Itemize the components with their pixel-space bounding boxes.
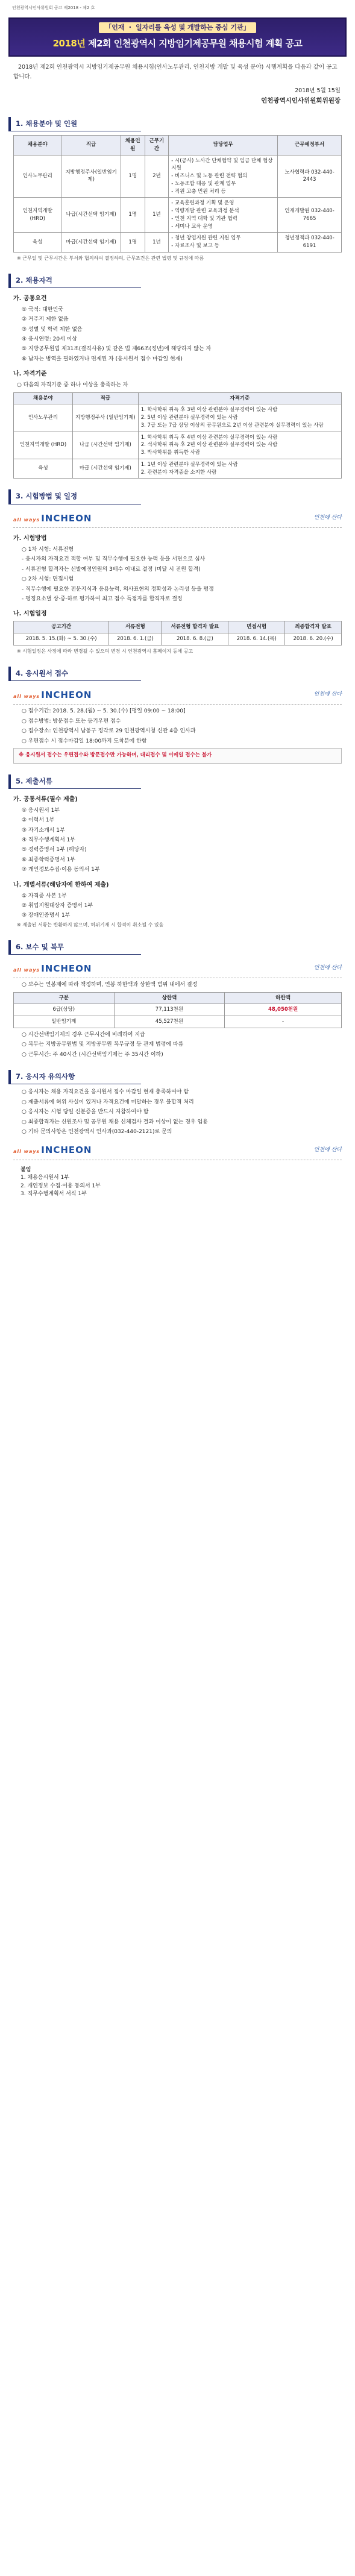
city-slogan: 인천에 산다 xyxy=(313,965,342,972)
cell-grade: 지방행정주사(일반임기제) xyxy=(61,155,121,198)
cell-period: 1년 xyxy=(145,233,169,253)
pay-item: ○ 복무는 지방공무원법 및 지방공무원 복무규정 등 관계 법령에 따름 xyxy=(22,1041,184,1048)
city-brand-bar xyxy=(13,1143,342,1160)
city-slogan: 인천에 산다 xyxy=(313,515,342,521)
application-item: ○ 접수장소: 인천광역시 남동구 정각로 29 인천광역시청 신관 4층 인사과 xyxy=(22,728,196,735)
cell-duties: - 청년 창업지원 관련 지원 업무 - 자료조사 및 보고 등 xyxy=(169,233,278,253)
cell-final-result: 2018. 6. 20.(수) xyxy=(285,633,342,646)
exam-method-title: 가. 시험방법 xyxy=(13,535,47,542)
cell-dept: 청년정책과 032-440-6191 xyxy=(278,233,342,253)
appendix-item: 3. 직무수행계획서 서식 1부 xyxy=(20,1191,87,1198)
table-row xyxy=(14,633,342,646)
city-brand-bar xyxy=(13,962,342,979)
exam-method-item: - 응시자의 자격요건 적합 여부 및 직무수행에 필요한 능력 등을 서면으로 심사 xyxy=(22,556,206,563)
table-row xyxy=(14,404,342,432)
cell-field: 육성 xyxy=(14,459,73,479)
cell-field: 육성 xyxy=(14,233,61,253)
cell-criteria: 1. 학사학위 취득 후 4년 이상 관련분야 실무경력이 있는 사람 2. 석사학위 취득 후 2년 이상 관련분야 실무경력이 있는 사람 3. 박사학위를 취득한 사람 xyxy=(138,432,341,459)
table-row xyxy=(14,1016,342,1028)
title-banner xyxy=(8,17,347,57)
application-item: ○ 우편접수 시 접수마감일 18:00까지 도착분에 한함 xyxy=(22,738,147,744)
cell-count: 1명 xyxy=(121,198,145,233)
caution-item: ○ 응시자는 채용 자격요건을 응시원서 접수 마감일 현재 충족하여야 함 xyxy=(22,1089,189,1096)
th-period: 공고기간 xyxy=(14,621,109,633)
cell-field: 인천지역개발(HRD) xyxy=(14,198,61,233)
th-field: 채용분야 xyxy=(14,392,73,404)
application-item: ○ 접수방법: 방문접수 또는 등기우편 접수 xyxy=(22,718,121,724)
document-item: ① 응시원서 1부 xyxy=(22,807,60,814)
th-min: 하한액 xyxy=(225,992,342,1004)
th-grade: 직급 xyxy=(61,136,121,156)
schedule-table xyxy=(13,621,342,646)
recruitment-table-header xyxy=(14,136,342,156)
section-7-title: 7. 응시자 유의사항 xyxy=(8,1070,141,1084)
cell-criteria: 1. 학사학위 취득 후 3년 이상 관련분야 실무경력이 있는 사람 2. 5년 이상 관련분야 실무경력이 있는 사람 3. 7급 또는 7급 상당 이상의 공무원으로 2년 이상 관련분야 실무경력이 있는 사람 xyxy=(138,404,341,432)
table-row xyxy=(14,459,342,479)
exam-method-item: - 직무수행에 필요한 전문지식과 응용능력, 의사표현의 정확성과 논리성 등을 평정 xyxy=(22,586,214,592)
document-item: ⑤ 경력증명서 1부 (해당자) xyxy=(22,847,87,853)
recruitment-table xyxy=(13,135,342,253)
cell-min: 48,050천원 xyxy=(225,1004,342,1016)
common-docs-title: 가. 공통서류(필수 제출) xyxy=(13,796,78,803)
section-3-title: 3. 시험방법 및 일정 xyxy=(8,489,141,504)
notice-page xyxy=(0,0,355,1199)
requirement-item: ④ 응시연령: 20세 이상 xyxy=(22,336,77,342)
banner-title-year: 2018년 xyxy=(52,38,86,49)
th-category: 구분 xyxy=(14,992,115,1004)
cell-doc-result: 2018. 6. 8.(금) xyxy=(162,633,228,646)
incheon-logo: all ways INCHEON xyxy=(13,689,92,700)
table-row xyxy=(14,155,342,198)
table-row xyxy=(14,198,342,233)
appendix-item: 1. 채용응시원서 1부 xyxy=(20,1175,69,1181)
cell-dept: 노사협력과 032-440-2443 xyxy=(278,155,342,198)
caution-item: ○ 최종합격자는 신원조사 및 공무원 채용 신체검사 결과 이상이 없는 경우 임용 xyxy=(22,1119,208,1125)
city-brand-bar xyxy=(13,688,342,705)
schedule-note: ※ 시험일정은 사정에 따라 변경될 수 있으며 변경 시 인천광역시 홈페이지 등에 공고 xyxy=(17,648,193,654)
requirement-item: ⑥ 남자는 병역을 필하였거나 면제된 자 (응시원서 접수 마감일 현재) xyxy=(22,356,183,362)
schedule-table-header xyxy=(14,621,342,633)
documents-note: ※ 제출된 서류는 반환하지 않으며, 허위기재 시 합격이 취소될 수 있음 xyxy=(17,922,164,928)
caution-item: ○ 제출서류에 허위 사실이 있거나 자격요건에 미달하는 경우 불합격 처리 xyxy=(22,1099,194,1105)
qualification-title: 나. 자격기준 xyxy=(13,371,47,378)
section-5-title: 5. 제출서류 xyxy=(8,774,141,789)
qualification-table xyxy=(13,392,342,479)
city-slogan: 인천에 산다 xyxy=(313,691,342,698)
application-item: ○ 접수기간: 2018. 5. 28.(월) ~ 5. 30.(수) [평일 09:00 ~ 18:00] xyxy=(22,708,186,715)
incheon-logo: all ways INCHEON xyxy=(13,512,92,524)
document-item: ③ 자기소개서 1부 xyxy=(22,827,65,834)
th-field: 채용분야 xyxy=(14,136,61,156)
th-dept: 근무예정부서 xyxy=(278,136,342,156)
cell-field: 인사노무관리 xyxy=(14,404,73,432)
cell-interview: 2018. 6. 14.(목) xyxy=(228,633,285,646)
notice-org: 인천광역시인사위원회위원장 xyxy=(261,97,341,105)
cell-max: 77,113천원 xyxy=(114,1004,225,1016)
cell-grade: 마급(시간선택 임기제) xyxy=(61,233,121,253)
banner-title xyxy=(14,37,341,51)
section-6-title: 6. 보수 및 복무 xyxy=(8,940,141,955)
cell-category: 일반임기제 xyxy=(14,1016,115,1028)
incheon-logo: all ways INCHEON xyxy=(13,963,92,974)
city-slogan: 인천에 산다 xyxy=(313,1146,342,1153)
intro-text: 2018년 제2회 인천광역시 지방임기제공무원 채용시험(인사노무관리, 인천지방 개발 및 육성 분야) 시행계획을 다음과 같이 공고합니다. xyxy=(13,63,338,80)
exam-method-item: - 서류전형 합격자는 선발예정인원의 3배수 이내로 결정 (미달 시 전원 합격) xyxy=(22,566,201,573)
pay-table-header xyxy=(14,992,342,1004)
cell-period: 1년 xyxy=(145,198,169,233)
document-item: ② 이력서 1부 xyxy=(22,817,55,824)
exam-schedule-title: 나. 시험일정 xyxy=(13,611,47,618)
document-item: ③ 장애인증명서 1부 xyxy=(22,913,71,919)
section-4-title: 4. 응시원서 접수 xyxy=(8,667,141,681)
th-doc-result: 서류전형 합격자 발표 xyxy=(162,621,228,633)
caution-item: ○ 응시자는 시험 당일 신분증을 반드시 지참하여야 함 xyxy=(22,1109,149,1116)
table-row xyxy=(14,233,342,253)
exam-method-item: ○ 1차 시험: 서류전형 xyxy=(22,547,74,553)
city-brand-bar xyxy=(13,512,342,529)
th-grade: 직급 xyxy=(72,392,138,404)
cell-min: - xyxy=(225,1016,342,1028)
cell-grade: 마급 (시간선택 임기제) xyxy=(72,459,138,479)
th-interview: 면접시험 xyxy=(228,621,285,633)
cell-grade: 지방행정주사 (일반임기제) xyxy=(72,404,138,432)
cell-count: 1명 xyxy=(121,233,145,253)
section-1-title: 1. 채용분야 및 인원 xyxy=(8,117,141,131)
notice-date: 2018년 5월 15일 xyxy=(295,87,341,94)
document-item: ② 취업지원대상자 증명서 1부 xyxy=(22,902,93,909)
banner-title-main: 제2회 인천광역시 지방임기제공무원 채용시험 계획 공고 xyxy=(88,38,303,49)
incheon-logo: all ways INCHEON xyxy=(13,1145,92,1156)
cell-field: 인천지역개발 (HRD) xyxy=(14,432,73,459)
qualification-table-header xyxy=(14,392,342,404)
document-item: ① 자격증 사본 1부 xyxy=(22,893,67,899)
caution-item: ○ 기타 문의사항은 인천광역시 인사과(032-440-2121)로 문의 xyxy=(22,1128,172,1135)
pay-table xyxy=(13,992,342,1028)
cell-count: 1명 xyxy=(121,155,145,198)
exam-method-item: ○ 2차 시험: 면접시험 xyxy=(22,576,74,583)
pay-intro: ○ 보수는 연봉제에 따라 책정하며, 연봉 하한액과 상한액 범위 내에서 결정 xyxy=(22,982,198,988)
section-2-title: 2. 채용자격 xyxy=(8,274,141,288)
pay-item: ○ 근무시간: 주 40시간 (시간선택임기제는 주 35시간 이하) xyxy=(22,1051,163,1058)
th-criteria: 자격기준 xyxy=(138,392,341,404)
exam-method-item: - 평정요소별 상·중·하로 평가하여 최고 점수 득점자를 합격자로 결정 xyxy=(22,596,183,603)
requirement-item: ③ 성별 및 학력 제한 없음 xyxy=(22,326,83,333)
cell-grade: 나급 (시간선택 임기제) xyxy=(72,432,138,459)
appendix-label: 붙임 xyxy=(20,1166,31,1173)
cell-doc-screening: 2018. 6. 1.(금) xyxy=(109,633,162,646)
th-period: 근무기간 xyxy=(145,136,169,156)
qualification-intro: ○ 다음의 자격기준 중 하나 이상을 충족하는 자 xyxy=(17,382,128,389)
requirement-item: ② 거주지 제한 없음 xyxy=(22,316,69,323)
cell-period: 2018. 5. 15.(화) ~ 5. 30.(수) xyxy=(14,633,109,646)
individual-docs-title: 나. 개별서류(해당자에 한하여 제출) xyxy=(13,881,109,888)
common-requirements-title: 가. 공통요건 xyxy=(13,295,47,302)
table-row xyxy=(14,1004,342,1016)
th-doc-screening: 서류전형 xyxy=(109,621,162,633)
cell-criteria: 1. 1년 이상 관련분야 실무경력이 있는 사람 2. 관련분야 자격증을 소지한 사람 xyxy=(138,459,341,479)
recruitment-note: ※ 근무일 및 근무시간은 부서와 협의하여 결정하며, 근무조건은 관련 법령 및 규정에 따름 xyxy=(17,255,204,261)
th-duties: 담당업무 xyxy=(169,136,278,156)
document-item: ④ 직무수행계획서 1부 xyxy=(22,837,76,844)
appendix-list xyxy=(20,1166,335,1199)
banner-subtitle: 「인재 ・ 일자리를 육성 및 개발하는 중심 기관」 xyxy=(99,22,256,34)
cell-field: 인사노무관리 xyxy=(14,155,61,198)
cell-period: 2년 xyxy=(145,155,169,198)
cell-dept: 인재개발원 032-440-7665 xyxy=(278,198,342,233)
th-count: 채용인원 xyxy=(121,136,145,156)
document-item: ⑥ 최종학력증명서 1부 xyxy=(22,856,76,863)
cell-duties: - 교육훈련과정 기획 및 운영 - 역량개발 관련 교육과정 분석 - 인천 지역 대학 및 기관 협력 - 세미나 교육 운영 xyxy=(169,198,278,233)
th-final-result: 최종합격자 발표 xyxy=(285,621,342,633)
application-note: ※ 응시원서 접수는 우편접수와 방문접수만 가능하며, 대리접수 및 이메일 접수는 불가 xyxy=(13,748,342,764)
cell-category: 6급(상당) xyxy=(14,1004,115,1016)
cell-grade: 나급(시간선택 임기제) xyxy=(61,198,121,233)
appendix-item: 2. 개인정보 수집·이용 동의서 1부 xyxy=(20,1183,101,1189)
table-row xyxy=(14,432,342,459)
requirement-item: ① 국적: 대한민국 xyxy=(22,306,63,313)
pay-item: ○ 시간선택임기제의 경우 근무시간에 비례하여 지급 xyxy=(22,1031,145,1038)
doc-number: 인천광역시인사위원회 공고 제2018 - 제2 호 xyxy=(12,5,95,10)
th-max: 상한액 xyxy=(114,992,225,1004)
document-item: ⑦ 개인정보수집·이용 동의서 1부 xyxy=(22,867,100,873)
cell-max: 45,527천원 xyxy=(114,1016,225,1028)
requirement-item: ⑤ 지방공무원법 제31조(결격사유) 및 같은 법 제66조(정년)에 해당하지 않는 자 xyxy=(22,346,212,353)
cell-duties: - 시(공사) 노사간 단체협약 및 임금 단체 협상 지원 - 비즈니스 및 노동 관련 전략 협의 - 노동조합 대응 및 관계 업무 - 직원 고충 민원 처리 등 xyxy=(169,155,278,198)
